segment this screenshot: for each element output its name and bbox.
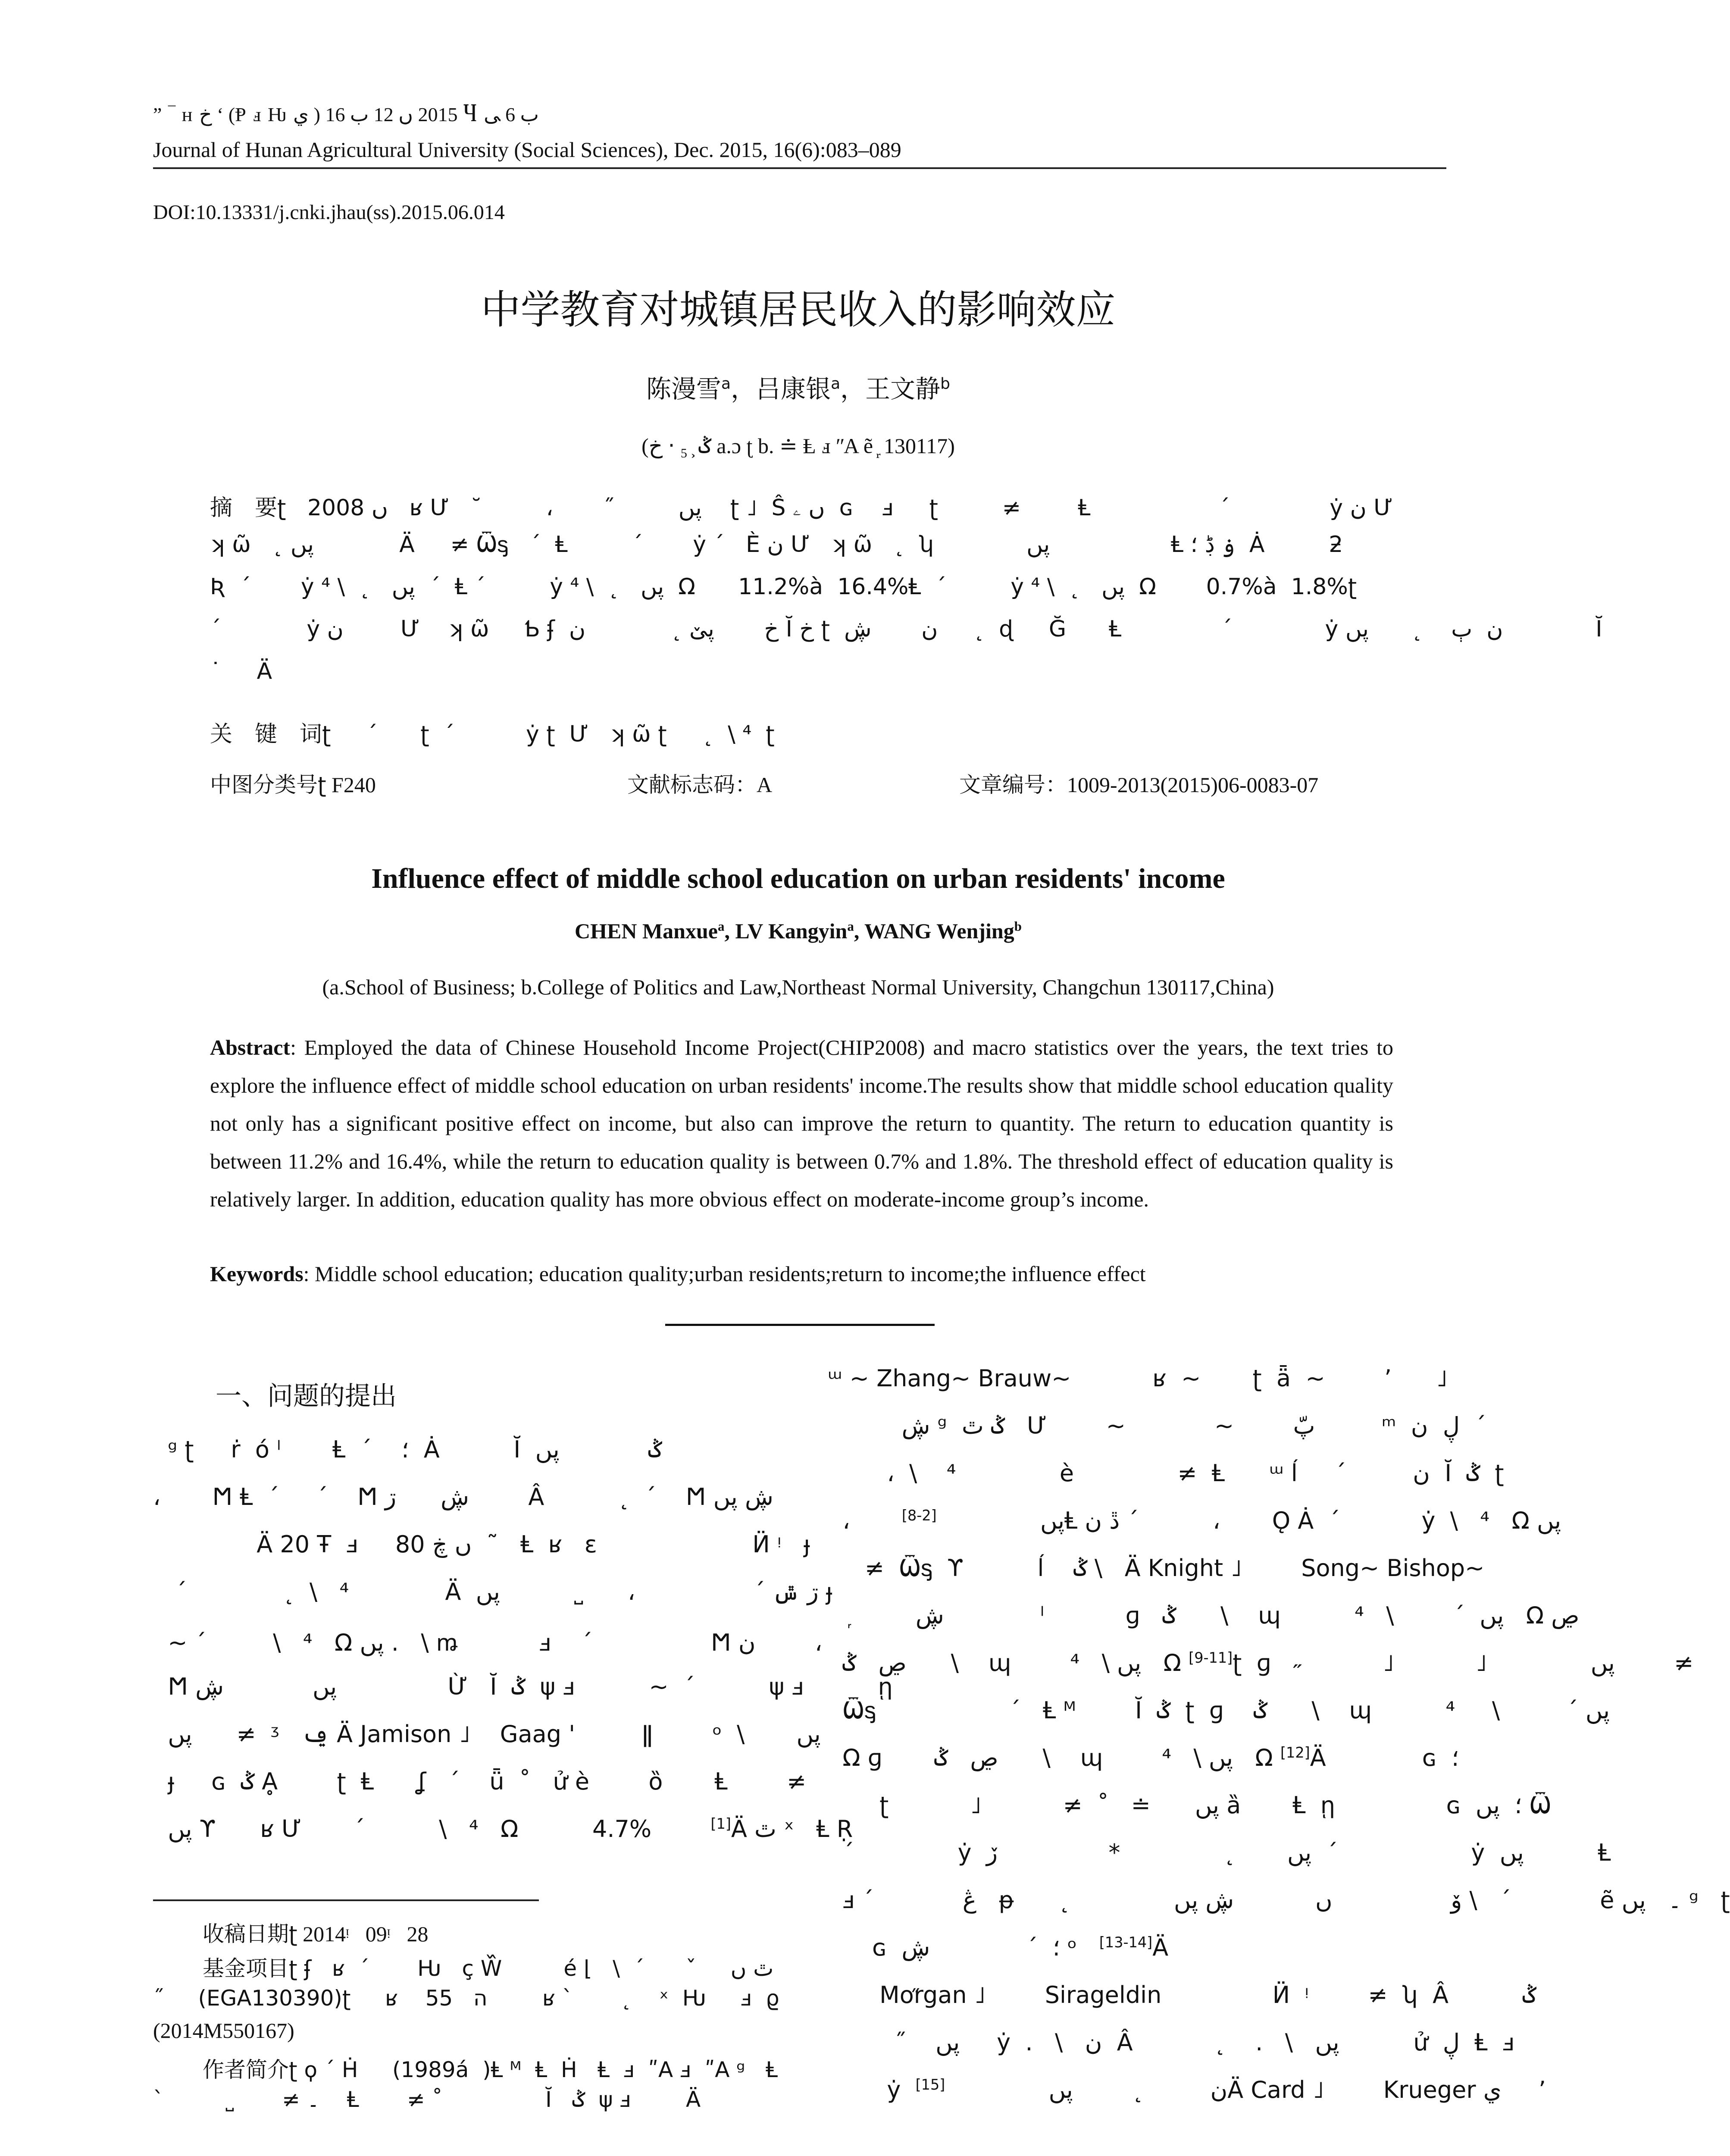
paper-title-cn: 中学教育对城镇居民收入的影响效应 xyxy=(481,287,1116,333)
author-separator: , xyxy=(724,919,735,943)
paper-title-en: Influence effect of middle school education on urban residents' income xyxy=(371,863,1225,894)
body-line-right: ʈ ˩ ≠ ˚ ≐ پں ȁ Ⱡ ῃ ɢ ؛ پں Ѿ xyxy=(828,1792,1552,1819)
section-heading: 一、问题的提出 xyxy=(216,1381,397,1411)
affiliation-mark: b xyxy=(1014,918,1022,934)
author-name: 王文静 xyxy=(865,374,941,404)
author-name: 陈漫雪 xyxy=(646,374,722,404)
body-line-left: ᵍ ʈ ṙ ó ˡ Ⱡ ˊ ؛ Ȧ Ĭ ݣ پں xyxy=(153,1436,662,1463)
article-no-label: 文章编号： xyxy=(959,772,1067,797)
author-bio-line: ϙ ˊ Ḣ (1989á )Ⱡ ᴹ Ⱡ Ḣ Ⱡ ⅎ ʺA ⅎ ʺA ᵍ Ⱡ xyxy=(297,2057,778,2082)
line-text: ، پں xyxy=(828,1507,1065,1534)
abstract-en-label: Abstract xyxy=(210,1035,291,1059)
author-separator: ， xyxy=(840,374,866,404)
citation-marker[interactable]: [1] xyxy=(710,1815,731,1832)
document-code xyxy=(627,768,772,799)
footnote-author xyxy=(203,2053,778,2084)
doc-code-value: A xyxy=(757,773,773,797)
article-no-value: 1009-2013(2015)06-0083-07 xyxy=(1067,773,1319,797)
journal-header-native: ” ‾ ʜ خ ‘ (Ᵽ ⅎ Ƕ ي ) 2015 ں 12 ب 16 Ⴗ ب 6 ﯽ xyxy=(153,103,539,125)
received-label: 收稿日期ʈ xyxy=(203,1921,297,1946)
line-text: Ä xyxy=(1152,1934,1169,1961)
affiliation-mark: a xyxy=(831,375,841,393)
body-line-right: ، \ ⁴ è ≠ Ⱡ ᵚ ĺ ˊ ن Ĭ ݣ ʈ xyxy=(828,1460,1504,1487)
affiliation-mark: b xyxy=(940,375,950,393)
body-line-right xyxy=(828,1934,1168,1961)
body-line-right xyxy=(828,2076,1546,2103)
body-line-left: Ϻ پں ڜ Ừ Ĭ ݣ ψ ⅎ ~ ˊ ψ ⅎ ῃ xyxy=(153,1673,893,1700)
clc-label: 中图分类号ʈ xyxy=(210,772,326,797)
body-line-left xyxy=(153,1815,853,1843)
keywords-en-label: Keywords xyxy=(210,1262,303,1286)
keywords-en xyxy=(210,1261,1417,1286)
abstract-cn-label: 摘 要ʈ xyxy=(210,495,286,521)
keywords-cn xyxy=(210,716,775,748)
line-text: ڝ ݣ \ ɰ پں \ ⁴ Ω xyxy=(828,1649,1189,1677)
citation-marker[interactable]: [15] xyxy=(915,2076,945,2093)
journal-header-english: Journal of Hunan Agricultural University (Social Sciences), Dec. 2015, 16(6):083–089 xyxy=(153,138,901,162)
citation-marker[interactable]: [12] xyxy=(1280,1744,1310,1761)
body-line-left: ˊ ˛ \ ⁴ Ä ڗ ݜ ˊ ، ˽ پں ɟ xyxy=(153,1578,832,1605)
doi-line[interactable]: DOI:10.13331/j.cnki.jhau(ss).2015.06.014 xyxy=(153,201,505,224)
body-line-right: ˊ ẏ پں ˛ * ڒ ˊ ẏ پں Ⱡ xyxy=(828,1839,1611,1866)
line-text: ẏ ن ˛ پں xyxy=(828,2076,1228,2103)
footnote-divider xyxy=(153,1899,539,1901)
line-text: Ⱡ ڐ ن ˊ ، Ǫ Ȧ ˊ ẏ \ ⁴ Ω پں xyxy=(1064,1507,1561,1534)
author-separator: ， xyxy=(731,374,756,404)
fund-line: ʄ ʁ ˊ Ƕ ç W᷈ é ⌊ \ ˊ ˇ ٿ ں xyxy=(297,1956,774,1981)
body-line-right xyxy=(828,1649,1693,1677)
line-text: Ω ɡ ڝ ݣ \ ɰ پں \ ⁴ Ω xyxy=(828,1744,1280,1771)
footnote-fund-cont: (2014M550167) xyxy=(153,2018,294,2043)
affiliation-cn: (ݣ ͕ ₅ ‧ خ a.ɔ ʈ b. ≐ Ⱡ ⅎ ʺA ẽ ᷊ 130117) xyxy=(641,434,955,458)
abstract-cn-line: ˙ Ä xyxy=(210,658,272,684)
affiliation-mark: a xyxy=(721,375,731,393)
footnote-received xyxy=(203,1917,428,1948)
abstract-cn-line: ˊ ẏ ن Ư ʞ ῶ Ƅ ʄ خ پێ ˛ ن Ĭ خ ʈ ن ڜ ˛ ɖ Ğ Ⱡ ˊ ẏ ن ٻ ˛ پں Ĭ xyxy=(210,616,1602,642)
body-line-left: ɟ ɢ ݣ Ḁ ʈ Ⱡ ʆ ˊ ǖ ˚ ử è ȍ Ⱡ ≠ xyxy=(153,1768,807,1795)
body-line-right xyxy=(828,1507,1561,1534)
line-text: Ä Card ˩ Krueger ي ’ xyxy=(1227,2076,1546,2103)
keywords-cn-label: 关 键 词ʈ xyxy=(210,721,331,747)
body-line-right: ᷊ ڜ ˡ ɡ ݣ \ ɰ پں ˊ \ ⁴ Ω ڝ xyxy=(828,1602,1580,1629)
body-line-right xyxy=(828,1744,1459,1771)
body-line-left: پں ≠ ᶾ ݠ Ä Jamison ˩ Gaag ' ǁ ᵒ \ پں xyxy=(153,1720,821,1748)
abstract-en-text: : Employed the data of Chinese Household Income Project(CHIP2008) and macro statistics over the years, the text tries to explore the influence effect of middle school education on urban residents' income.The results show that middle school education quality not only has a significant positive effect on income, but also can improve the return to quantity. The return to education quantity is between 11.2% and 16.4%, while the return to education quality is between 0.7% and 1.8%. The threshold effect of education quality is relatively larger. In addition, education quality has more obvious effect on moderate-income group’s income. xyxy=(210,1035,1393,1211)
line-text: ɢ ؛ ˊ ڜ ᵒ xyxy=(828,1934,1099,1961)
line-text: Ä ٿ ˣ Ⱡ Ṛ xyxy=(731,1815,853,1843)
body-line-right: ≠ Ѿᶊ ϒ ĺ ݣ \ Ä Knight ˩ Song~ Bishop~ xyxy=(828,1554,1485,1582)
body-line-left: ، Ϻ Ⱡ ˊ ˊ Ϻ ڜ ڗ Â ˛ ˊ Ϻ ڜ پں xyxy=(153,1483,773,1510)
received-value: 2014ᵎ 09ᵎ 28 xyxy=(297,1922,429,1946)
author-bio-label: 作者简介ʈ xyxy=(203,2057,297,2082)
footnote-fund xyxy=(203,1951,773,1982)
abstract-cn-line: Ʀ ˊ ẏ پں ˛ \ ⁴ ˊ Ⱡ ˊ ẏ پں ˛ \ ⁴ Ω 11.2%à 16.4%Ⱡ ˊ ẏ پں ˛ \ ⁴ Ω 0.7%à 1.8%ʈ xyxy=(210,574,1357,600)
citation-marker[interactable]: [2-8] xyxy=(901,1507,937,1524)
author-name: LV Kangyin xyxy=(735,919,848,943)
affiliation-mark: a xyxy=(717,918,725,934)
affiliation-mark: a xyxy=(847,918,854,934)
author-name: WANG Wenjing xyxy=(864,919,1014,943)
author-list-en xyxy=(0,918,1596,943)
body-line-right: Morgan ˩ Sirageldin Ӥ ᵎ ≠ ʮ Â ݣ xyxy=(828,1981,1536,2009)
author-name: 吕康银 xyxy=(756,374,831,404)
abstract-cn-line xyxy=(210,489,1393,522)
body-line-left: Ä 20 Ŧ ⅎ 80 ں ڿ ˜ Ⱡ ʁ ɛ Ӥ ᵎ ɟ xyxy=(153,1531,810,1558)
section-separator xyxy=(665,1324,935,1326)
header-divider xyxy=(153,167,1446,169)
article-number xyxy=(959,768,1318,799)
fund-label: 基金项目ʈ xyxy=(203,1956,297,1981)
clc-value: F240 xyxy=(326,773,376,797)
citation-marker[interactable]: [9-11] xyxy=(1189,1649,1233,1666)
abstract-en xyxy=(210,1028,1393,1218)
body-line-right: ˝ پں ẏ . \ ن Â ˛ . \ پں ử ڸ Ⱡ ⅎ xyxy=(828,2029,1515,2056)
doc-code-label: 文献标志码： xyxy=(627,772,757,797)
footnote-author-cont: ˋ ˽ ≠ ۔ Ⱡ ≠ ˚ Ĭ ݣ ψ ⅎ Ä xyxy=(153,2087,701,2112)
author-name: CHEN Manxue xyxy=(575,919,718,943)
clc-number xyxy=(210,768,376,799)
affiliation-en: (a.School of Business; b.College of Politics and Law,Northeast Normal University, Changchun 130117,China) xyxy=(322,975,1274,999)
line-text: ʈ ɡ ˶ ˩ ˩ پں ≠ xyxy=(1233,1649,1694,1677)
body-line-right: ᵚ ~ Zhang~ Brauw~ ʁ ~ ʈ ǟ ~ ’ ˩ xyxy=(828,1365,1448,1392)
abstract-cn-line: ʞ ῶ ˛ پں Ä ≠ Ѿᶊ ˊ Ⱡ ˊ ẏ ˊ È ن Ư ʞ ῶ ˛ ʮ پں Ⱡ ۏ ڋ ؛ Ȧ ƻ xyxy=(210,532,1343,558)
body-line-right: Ѿᶊ ˊ Ⱡ ᴹ Ĭ ݣ ʈ ɡ ݣ \ ɰ پں ˊ \ ⁴ xyxy=(828,1697,1610,1724)
footnote-fund-cont: ˝ (EGA130390)ʈ ʁ 55 ה ʁ ˋ ˛ ˣ Ƕ ⅎ ϱ ˝ xyxy=(153,1986,920,2011)
line-text: Ä ɢ ؛ xyxy=(1310,1744,1459,1771)
keywords-cn-text: ˊ ʈ ˊ ẏ ʈ Ư ʞ ῶ ʈ ˛ \ ⁴ ʈ xyxy=(331,721,775,747)
body-line-left: ~ ˊ \ ⁴ Ω پں . \ ꬺ ⅎ ˊ Ϻ ن ، xyxy=(153,1629,823,1656)
keywords-en-text: : Middle school education; education quality;urban residents;return to income;the influence effect xyxy=(303,1262,1146,1286)
line-text: پں ϒ ʁ Ư ˊ \ ⁴ Ω 4.7% xyxy=(153,1815,711,1843)
body-line-right: ڜ ᵍ ݣ ٿ Ư ~ ~ پّ ᵐ ڸ ن ˊ xyxy=(828,1412,1486,1439)
body-line-right: ⅎ ˊ ڠ ᵽ ˛ ۆ ں ڜ پں \ ˊ ẽ ۔ پں ᵍ ʈ xyxy=(828,1887,1730,1914)
abstract-cn-text: 2008 ں ʁ Ư ˘ ، ˝ پں ʈ ˩ Ŝ ں ۦ ɢ ⅎ ʈ ≠ Ⱡ ˊ ẏ ن Ư xyxy=(286,495,1393,521)
author-list-cn xyxy=(0,369,1596,405)
author-separator: , xyxy=(854,919,864,943)
citation-marker[interactable]: [13-14] xyxy=(1099,1934,1153,1951)
